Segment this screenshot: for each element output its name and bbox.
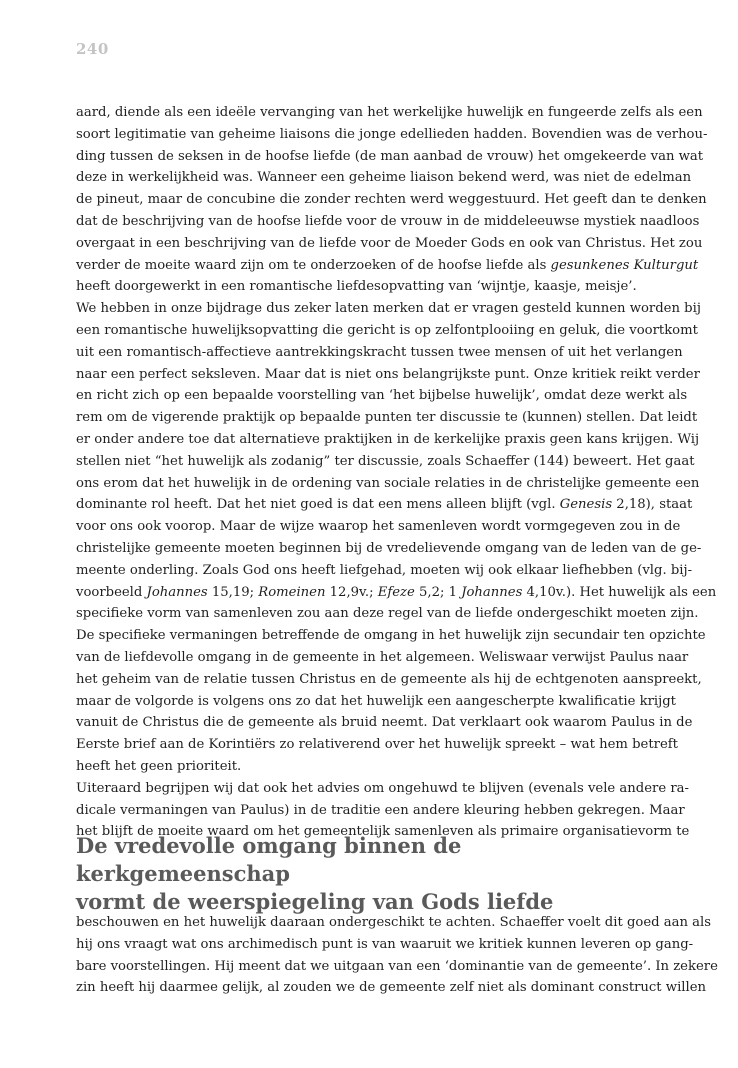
italic-reference: Efeze: [377, 584, 415, 600]
text-run: zin heeft hij daarmee gelijk, al zouden we de gemeente zelf niet als dominant construct willen: [76, 980, 707, 996]
italic-reference: Johannes: [461, 584, 523, 600]
text-line: [76, 451, 695, 473]
text-line: [76, 934, 694, 956]
text-run: specifieke vorm van samenleven zou aan deze regel van de liefde ondergeschikt moeten zijn.: [76, 606, 699, 622]
text-line: [76, 712, 693, 734]
text-run: aard, diende als een ideële vervanging van het werkelijke huwelijk en fungeerde zelfs als een: [76, 105, 703, 120]
italic-reference: Johannes: [146, 584, 208, 600]
text-line: [76, 364, 700, 386]
text-line: [76, 385, 688, 407]
text-run: voor ons ook voorop. Maar de wijze waarop het samenleven wordt vormgegeven zou in de: [76, 519, 681, 535]
text-run: soort legitimatie van geheime liaisons die jonge edellieden hadden. Bovendien was de verhou-: [76, 126, 708, 142]
text-run: stellen niet “het huwelijk als zodanig” ter discussie, zoals Schaeffer (144) beweert. Het gaat: [76, 453, 695, 469]
text-run: overgaat in een beschrijving van de liefde voor de Moeder Gods en ook van Christus. Het zou: [76, 235, 703, 251]
text-line: [76, 211, 700, 233]
text-run: Eerste brief aan de Korintiërs zo relativerend over het huwelijk spreekt – wat hem betreft: [76, 737, 678, 753]
text-run: 5,2; 1: [414, 584, 462, 600]
text-line: [76, 800, 685, 822]
text-line: [76, 603, 699, 625]
text-run: er onder andere toe dat alternatieve praktijken in de kerkelijke praxis geen kans krijgen. Wij: [76, 431, 700, 447]
text-run: uit een romantisch-affectieve aantrekkingskracht tussen twee mensen of uit het verlangen: [76, 344, 683, 360]
text-run: ons erom dat het huwelijk in de ordening van sociale relaties in de christelijke gemeente een: [76, 475, 700, 491]
text-line: [76, 102, 703, 124]
text-run: heeft het geen prioriteit.: [76, 758, 242, 774]
text-line: [76, 756, 630, 778]
text-run: maar de volgorde is volgens ons zo dat het huwelijk een aangescherpte kwalificatie krijgt: [76, 693, 676, 709]
text-run: 12,9v.;: [325, 584, 378, 600]
text-run: verder de moeite waard zijn om te onderzoeken of de hoofse liefde als: [76, 257, 551, 273]
page-number: 240: [76, 40, 109, 58]
text-run: We hebben in onze bijdrage dus zeker laten merken dat er vragen gesteld kunnen worden bij: [76, 301, 701, 317]
text-run: beschouwen en het huwelijk daaraan ondergeschikt te achten. Schaeffer voelt dit goed aan als: [76, 915, 712, 930]
text-line: [76, 167, 692, 189]
text-line: [76, 669, 702, 691]
text-line: [76, 691, 676, 713]
text-line: [76, 977, 707, 999]
text-run: Uiteraard begrijpen wij dat ook het advies om ongehuwd te blijven (evenals vele andere ra-: [76, 780, 689, 796]
text-run: van de liefdevolle omgang in de gemeente in het algemeen. Weliswaar verwijst Paulus naar: [76, 649, 689, 665]
body-text-block-2: [76, 912, 718, 999]
text-run: dat de beschrijving van de hoofse liefde voor de vrouw in de middeleeuwse mystiek naadloos: [76, 213, 700, 229]
text-line: [76, 276, 637, 298]
text-line: [76, 146, 704, 168]
text-run: vanuit de Christus die de gemeente als bruid neemt. Dat verklaart ook waarom Paulus in de: [76, 715, 693, 731]
text-run: 2,18), staat: [612, 497, 693, 513]
text-line: [76, 956, 718, 978]
text-line: [76, 473, 700, 495]
text-run: deze in werkelijkheid was. Wanneer een geheime liaison bekend werd, was niet de edelman: [76, 170, 692, 186]
text-line: [76, 494, 693, 516]
text-run: bare voorstellingen. Hij meent dat we uitgaan van een ‘dominantie van de gemeente’. In zekere: [76, 958, 718, 974]
italic-reference: Romeinen: [258, 584, 326, 600]
text-line: [76, 233, 703, 255]
text-run: rem om de vigerende praktijk op bepaalde punten ter discussie te (kunnen) stellen. Dat leidt: [76, 410, 698, 426]
text-run: en richt zich op een bepaalde voorstelling van ‘het bijbelse huwelijk’, omdat deze werkt als: [76, 388, 688, 404]
text-run: het blijft de moeite waard om het gemeentelijk samenleven als primaire organisatievorm te: [76, 824, 690, 840]
text-line: [76, 582, 717, 604]
body-text-block-1: [76, 102, 717, 843]
text-run: voorbeeld: [76, 584, 147, 600]
text-line: [76, 625, 706, 647]
text-line: [76, 255, 699, 277]
text-line: [76, 189, 707, 211]
text-run: het geheim van de relatie tussen Christus en de gemeente als hij de echtgenoten aanspreekt,: [76, 671, 702, 687]
italic-reference: Genesis: [559, 497, 613, 513]
text-run: christelijke gemeente moeten beginnen bij de vredelievende omgang van de leden van de ge-: [76, 540, 702, 556]
section-heading: [76, 832, 636, 916]
section-heading-line-1: De vredevolle omgang binnen de kerkgemeenschap: [76, 833, 462, 886]
text-run: 15,19;: [207, 584, 259, 600]
text-line: [76, 342, 683, 364]
text-run: meente onderling. Zoals God ons heeft liefgehad, moeten wij ook elkaar liefhebben (vlg. bij-: [76, 562, 693, 578]
italic-reference: gesunkenes Kulturgut: [550, 257, 699, 273]
text-run: heeft doorgewerkt in een romantische liefdesopvatting van ‘wijntje, kaasje, meisje’.: [76, 279, 637, 295]
section-heading-line-2: vormt de weerspiegeling van Gods liefde: [76, 889, 554, 914]
text-run: hij ons vraagt wat ons archimedisch punt is van waaruit we kritiek kunnen leveren op gang-: [76, 936, 694, 952]
text-line: [76, 538, 702, 560]
text-line: [76, 407, 698, 429]
text-line: [76, 734, 678, 756]
text-line: [76, 912, 712, 934]
text-line: [76, 647, 689, 669]
text-run: 4,10v.). Het huwelijk als een: [522, 584, 717, 600]
text-line: [76, 560, 693, 582]
text-run: de pineut, maar de concubine die zonder rechten werd weggestuurd. Het geeft dan te denken: [76, 192, 707, 208]
text-line: [76, 124, 708, 146]
text-run: dominante rol heeft. Dat het niet goed is dat een mens alleen blijft (vgl.: [76, 497, 560, 513]
text-run: De specifieke vermaningen betreffende de omgang in het huwelijk zijn secundair ten opzichte: [76, 628, 706, 644]
text-run: naar een perfect seksleven. Maar dat is niet ons belangrijkste punt. Onze kritiek reikt verder: [76, 366, 700, 382]
text-line: [76, 516, 681, 538]
text-line: [76, 778, 689, 800]
text-run: dicale vermaningen van Paulus) in de traditie een andere kleuring hebben gekregen. Maar: [76, 802, 685, 818]
text-run: ding tussen de seksen in de hoofse liefde (de man aanbad de vrouw) het omgekeerde van wat: [76, 148, 704, 164]
text-run: een romantische huwelijksopvatting die gericht is op zelfontplooiing en geluk, die voortkomt: [76, 322, 698, 338]
text-line: [76, 320, 698, 342]
text-line: [76, 429, 700, 451]
text-line: [76, 298, 701, 320]
